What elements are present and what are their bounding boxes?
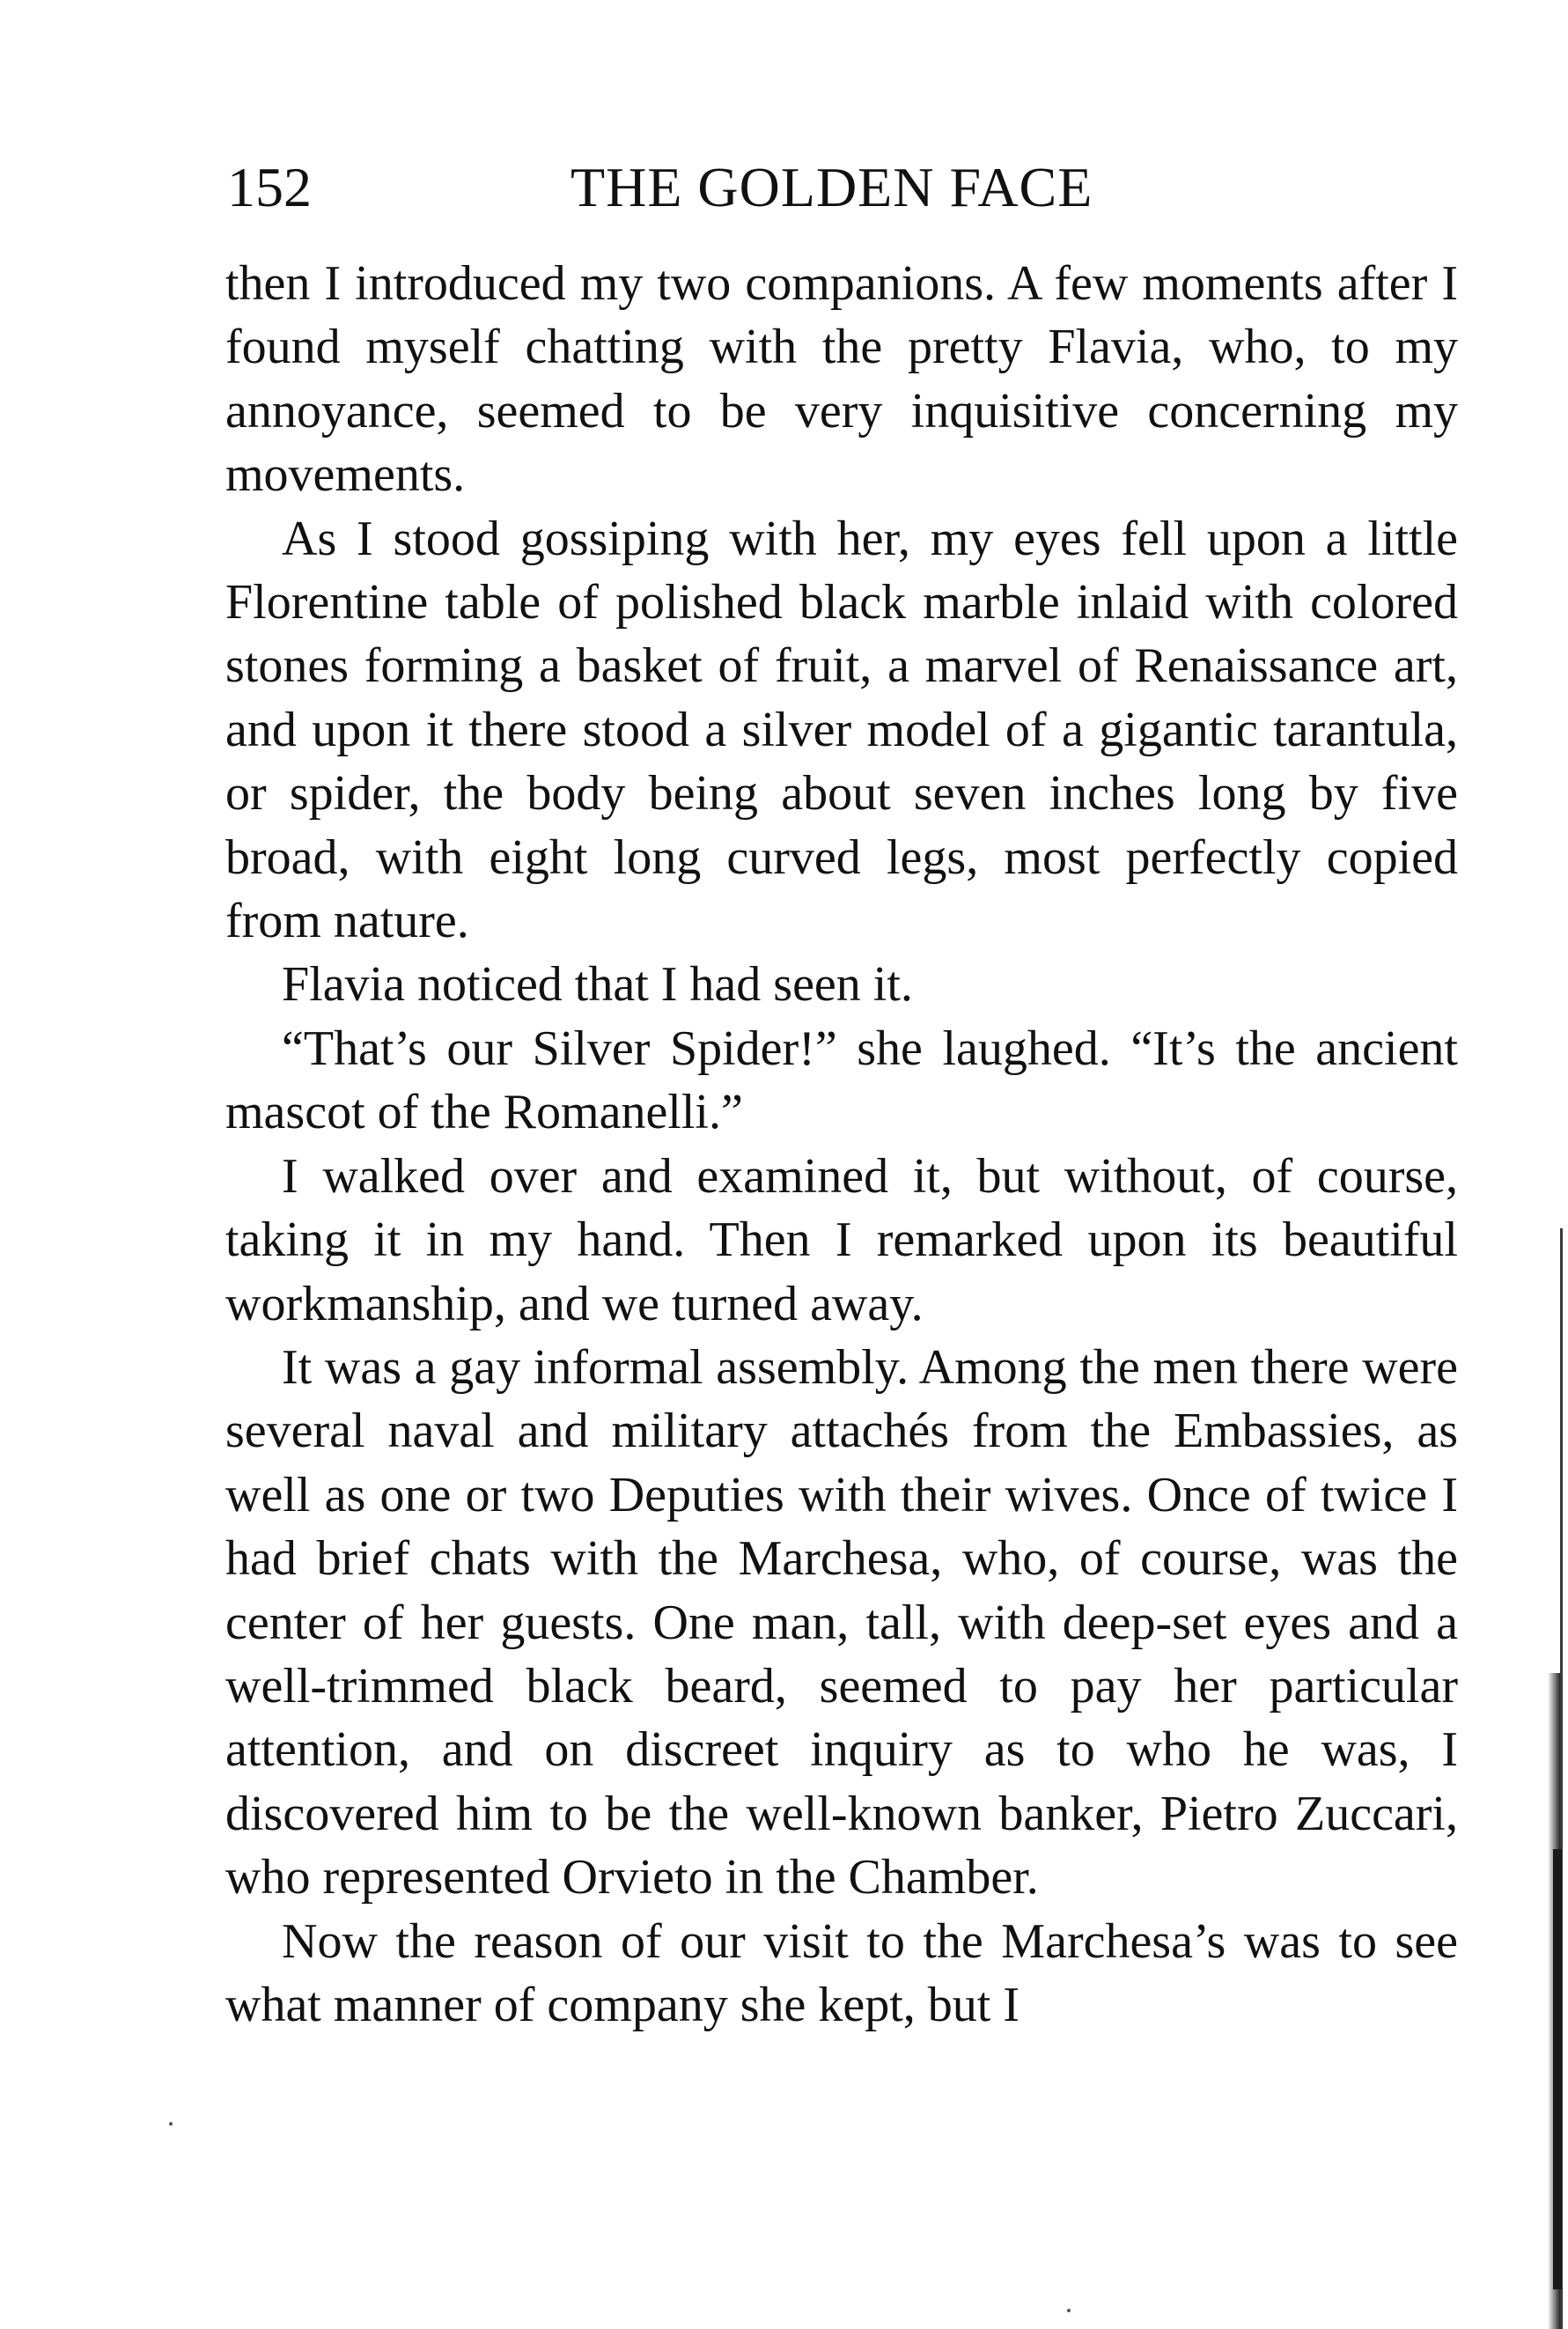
scan-speck — [169, 2122, 173, 2126]
page-number: 152 — [227, 156, 312, 218]
paragraph: I walked over and examined it, but without, of course, taking it in my hand. Then I remarked upon its beautiful workmanship, and we turned away. — [225, 1148, 1458, 1331]
paragraph: It was a gay informal assembly. Among the men there were several naval and military attachés from the Embassies, as well as one or two Deputies with their wives. Once of twice I had brief chats with the Marchesa, who, of course, was the center of her guests. One man, tall, with deep-set eyes and a well-trimmed black beard, seemed to pay her particular attention, and on discreet inquiry as to who he was, I discovered him to be the well-known banker, Pietro Zuccari, who represented Orvieto in the Chamber. — [225, 1339, 1458, 1905]
running-head — [227, 148, 1460, 227]
paragraph: As I stood gossiping with her, my eyes fell upon a little Florentine table of polished black marble inlaid with colored stones forming a basket of fruit, a marvel of Renaissance art, and upon it there stood a silver model of a gigantic tarantula, or spider, the body being about seven inches long by five broad, with eight long curved legs, most perfectly copied from nature. — [225, 511, 1458, 949]
running-title: THE GOLDEN FACE — [571, 156, 1093, 218]
page-edge-shadow — [1553, 1849, 1562, 2289]
paragraph: Flavia noticed that I had seen it. — [282, 957, 913, 1013]
paragraph: “That’s our Silver Spider!” she laughed. “It’s the ancient mascot of the Romanelli.” — [225, 1021, 1458, 1140]
body-text — [225, 252, 1458, 2037]
paragraph: then I introduced my two companions. A few moments after I found myself chatting with the pretty Flavia, who, to my annoyance, seemed to be very inquisitive concerning my movements. — [225, 256, 1458, 503]
paragraph: Now the reason of our visit to the Marchesa’s was to see what manner of company she kept, but I — [225, 1913, 1458, 2032]
scan-speck — [1067, 2309, 1071, 2312]
